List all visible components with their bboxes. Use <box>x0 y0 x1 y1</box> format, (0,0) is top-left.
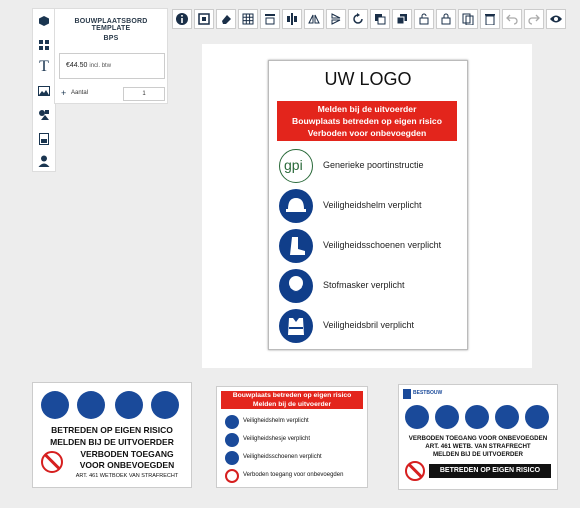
thumb3-line-1: VERBODEN TOEGANG VOOR ONBEVOEGDEN <box>408 435 548 442</box>
helmet-icon <box>41 391 69 419</box>
bestbouw-brand: BESTBOUW <box>413 390 443 396</box>
gpi-icon <box>279 149 313 183</box>
lock-icon[interactable] <box>436 9 456 29</box>
info-icon[interactable] <box>172 9 192 29</box>
price-value: €44.50 <box>66 62 88 69</box>
template-thumbnail-1[interactable] <box>32 382 192 488</box>
sign-row-helmet[interactable] <box>279 189 459 223</box>
thumb2-row-3: Veiligheidsschoenen verplicht <box>243 454 322 460</box>
dust-mask-icon <box>279 269 313 303</box>
plus-icon[interactable]: + <box>61 88 67 98</box>
helmet-icon <box>225 415 239 429</box>
cube-icon[interactable] <box>34 11 54 31</box>
no-entry-icon <box>41 451 63 473</box>
tool-rail <box>32 8 56 172</box>
glasses-icon <box>525 405 549 429</box>
red-line-3: Verboden voor onbevoegden <box>307 128 427 138</box>
thumb1-box-line-2: VOOR ONBEVOEGDEN <box>79 460 175 470</box>
product-panel <box>54 8 168 104</box>
eraser-icon[interactable] <box>216 9 236 29</box>
price-suffix: incl. btw <box>89 63 112 69</box>
bestbouw-logo <box>403 389 411 399</box>
row-label: Veiligheidsbril verplicht <box>323 320 415 330</box>
thumb1-line-2: MELDEN BIJ DE UITVOERDER <box>50 437 174 447</box>
redo-icon[interactable] <box>524 9 544 29</box>
vest-icon <box>435 405 459 429</box>
price-box <box>59 53 165 79</box>
overall-icon <box>151 391 179 419</box>
thumb3-black-bar: BETREDEN OP EIGEN RISICO <box>429 464 551 478</box>
trash-icon[interactable] <box>480 9 500 29</box>
layer-icon[interactable] <box>392 9 412 29</box>
template-thumbnail-2[interactable] <box>216 386 368 488</box>
sign-preview[interactable] <box>268 60 468 350</box>
flip-vertical-icon[interactable] <box>326 9 346 29</box>
boot-icon <box>225 451 239 465</box>
quantity-input[interactable]: 1 <box>123 87 165 101</box>
shapes-icon[interactable] <box>34 105 54 125</box>
gpi-text: gpi <box>284 157 303 173</box>
template-icon[interactable] <box>34 129 54 149</box>
helmet-icon <box>279 189 313 223</box>
thumb2-red-header <box>221 391 363 409</box>
row-label: Veiligheidsschoenen verplicht <box>323 240 442 250</box>
red-line-2: Bouwplaats betreden op eigen risico <box>292 116 442 126</box>
unlock-icon[interactable] <box>414 9 434 29</box>
user-icon[interactable] <box>34 151 54 171</box>
row-label: Stofmasker verplicht <box>323 280 405 290</box>
duplicate-icon[interactable] <box>458 9 478 29</box>
ear-protection-icon <box>77 391 105 419</box>
copy-icon[interactable] <box>370 9 390 29</box>
thumb3-line-3: MELDEN BIJ DE UITVOERDER <box>432 451 524 458</box>
boot-icon <box>115 391 143 419</box>
thumb1-box-line-1: VERBODEN TOEGANG <box>80 449 174 459</box>
flip-horizontal-icon[interactable] <box>304 9 324 29</box>
rotate-icon[interactable] <box>348 9 368 29</box>
no-entry-icon <box>405 461 425 481</box>
boot-icon <box>279 229 313 263</box>
eye-icon[interactable] <box>546 9 566 29</box>
sign-red-banner[interactable] <box>277 101 457 141</box>
thumb2-row-2: Veiligheidshesje verplicht <box>243 436 311 442</box>
thumb1-footer: ART. 461 WETBOEK VAN STRAFRECHT <box>75 473 179 479</box>
thumb3-line-2: ART. 461 WETB. VAN STRAFRECHT <box>425 443 531 450</box>
red-line-1: Melden bij de uitvoerder <box>317 104 417 114</box>
boot-icon <box>465 405 489 429</box>
vest-icon <box>225 433 239 447</box>
align-top-icon[interactable] <box>260 9 280 29</box>
toolbar <box>168 8 568 30</box>
thumb2-row-1: Veiligheidshelm verplicht <box>243 418 309 424</box>
product-subtitle: BPS <box>103 35 119 42</box>
grid-icon[interactable] <box>34 35 54 55</box>
sign-row-gpi[interactable] <box>279 149 459 183</box>
sign-row-glasses[interactable] <box>279 309 459 343</box>
row-label: Veiligheidshelm verplicht <box>323 200 422 210</box>
image-icon[interactable] <box>34 81 54 101</box>
text-icon[interactable]: T <box>39 58 49 75</box>
helmet-icon <box>405 405 429 429</box>
ear-protection-icon <box>495 405 519 429</box>
quantity-row <box>59 87 163 101</box>
sign-row-shoes[interactable] <box>279 229 459 263</box>
sign-logo-text[interactable]: UW LOGO <box>324 69 412 89</box>
thumb1-line-1: BETREDEN OP EIGEN RISICO <box>51 425 173 435</box>
thumb2-row-4: Verboden toegang voor onbevoegden <box>243 472 344 478</box>
grid-icon[interactable] <box>238 9 258 29</box>
thumb2-header-line-1: Bouwplaats betreden op eigen risico <box>232 392 352 399</box>
product-title: BOUWPLAATSBORD TEMPLATE <box>74 18 148 32</box>
row-label: Generieke poortinstructie <box>323 160 424 170</box>
thumb2-header-line-2: Melden bij de uitvoerder <box>252 401 332 408</box>
sign-row-mask[interactable] <box>279 269 459 303</box>
undo-icon[interactable] <box>502 9 522 29</box>
template-thumbnail-3[interactable] <box>398 384 558 490</box>
no-entry-icon <box>225 469 239 483</box>
aantal-label: Aantal <box>71 90 89 96</box>
vest-icon <box>279 309 313 343</box>
frame-icon[interactable] <box>194 9 214 29</box>
align-middle-icon[interactable] <box>282 9 302 29</box>
